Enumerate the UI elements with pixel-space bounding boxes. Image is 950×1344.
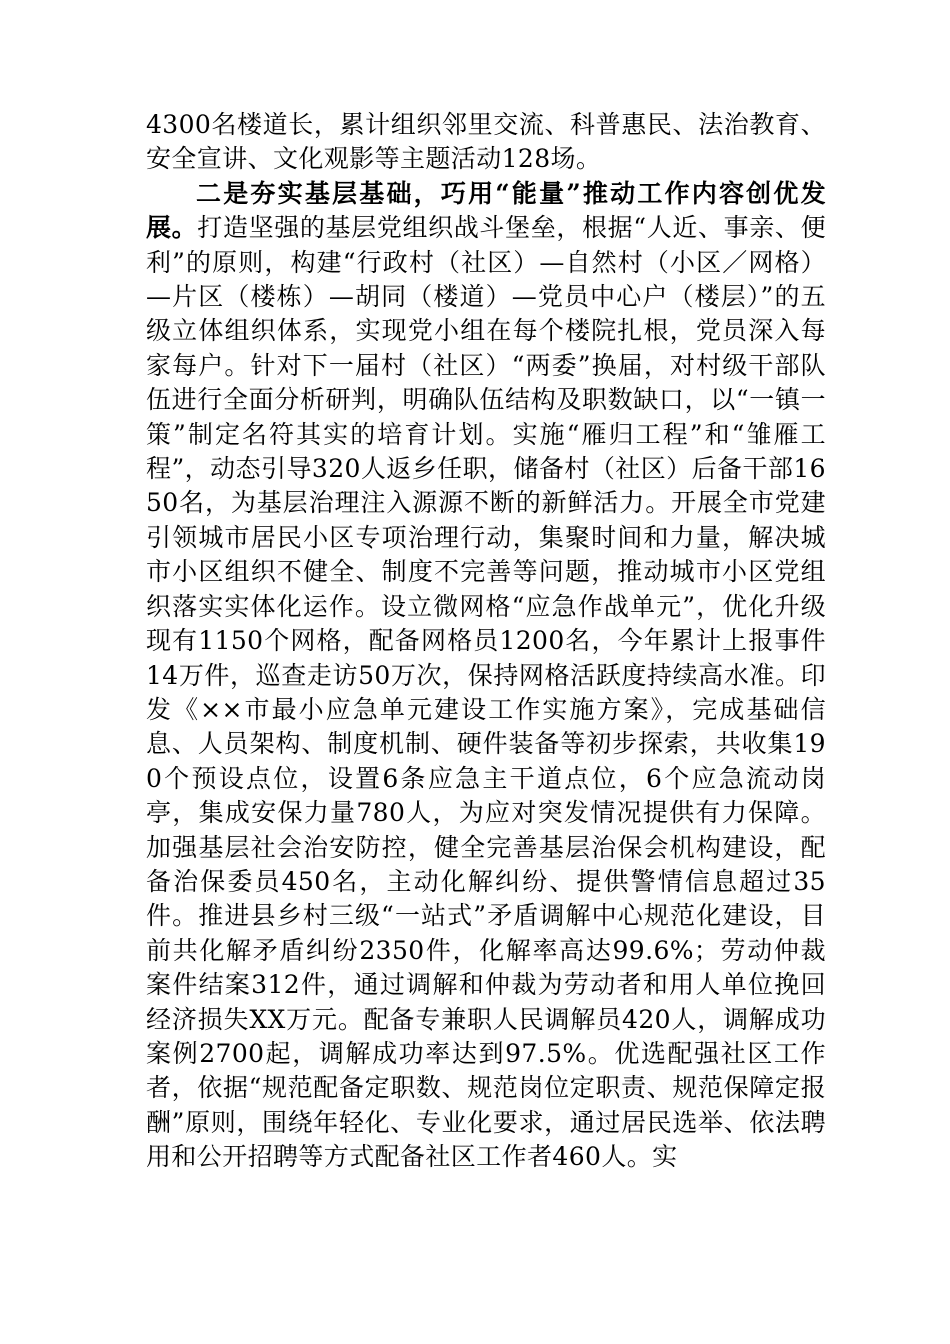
paragraph-section-two (146, 177, 826, 1175)
section-heading: 二是夯实基层基础，巧用“能量”推动工作内容创优发展。 (146, 178, 826, 243)
paragraph-continued: 4300名楼道长，累计组织邻里交流、科普惠民、法治教育、安全宣讲、文化观影等主题活动128场。 (146, 110, 826, 174)
section-body: 打造坚强的基层党组织战斗堡垒，根据“人近、事亲、便利”的原则，构建“行政村（社区）—自然村（小区／网格）—片区（楼栋）—胡同（楼道）—党员中心户（楼层）”的五级立体组织体系，实现党小组在每个楼院扎根，党员深入每家每户。针对下一届村（社区）“两委”换届，对村级干部队伍进行全面分析研判，明确队伍结构及职数缺口，以“一镇一策”制定名符其实的培育计划。实施“雁归工程”和“雏雁工程”，动态引导320人返乡任职，储备村（社区）后备干部1650名，为基层治理注入源源不断的新鲜活力。开展全市党建引领城市居民小区专项治理行动，集聚时间和力量，解决城市小区组织不健全、制度不完善等问题，推动城市小区党组织落实实体化运作。设立微网格“应急作战单元”，优化升级现有1150个网格，配备网格员1200名，今年累计上报事件14万件，巡查走访50万次，保持网格活跃度持续高水准。印发《××市最小应急单元建设工作实施方案》，完成基础信息、人员架构、制度机制、硬件装备等初步探索，共收集190个预设点位，设置6条应急主干道点位，6个应急流动岗亭，集成安保力量780人，为应对突发情况提供有力保障。加强基层社会治安防控，健全完善基层治保会机构建设，配备治保委员450名，主动化解纠纷、提供警情信息超过35件。推进县乡村三级“一站式”矛盾调解中心规范化建设，目前共化解矛盾纠纷2350件，化解率高达99.6%；劳动仲裁案件结案312件，通过调解和仲裁为劳动者和用人单位挽回经济损失XX万元。配备专兼职人民调解员420人，调解成功案例2700起，调解成功率达到97.5%。优选配强社区工作者，依据“规范配备定职数、规范岗位定职责、规范保障定报酬”原则，围绕年轻化、专业化要求，通过居民选举、依法聘用和公开招聘等方式配备社区工作者460人。实 (146, 213, 826, 1172)
document-page (146, 108, 826, 1175)
